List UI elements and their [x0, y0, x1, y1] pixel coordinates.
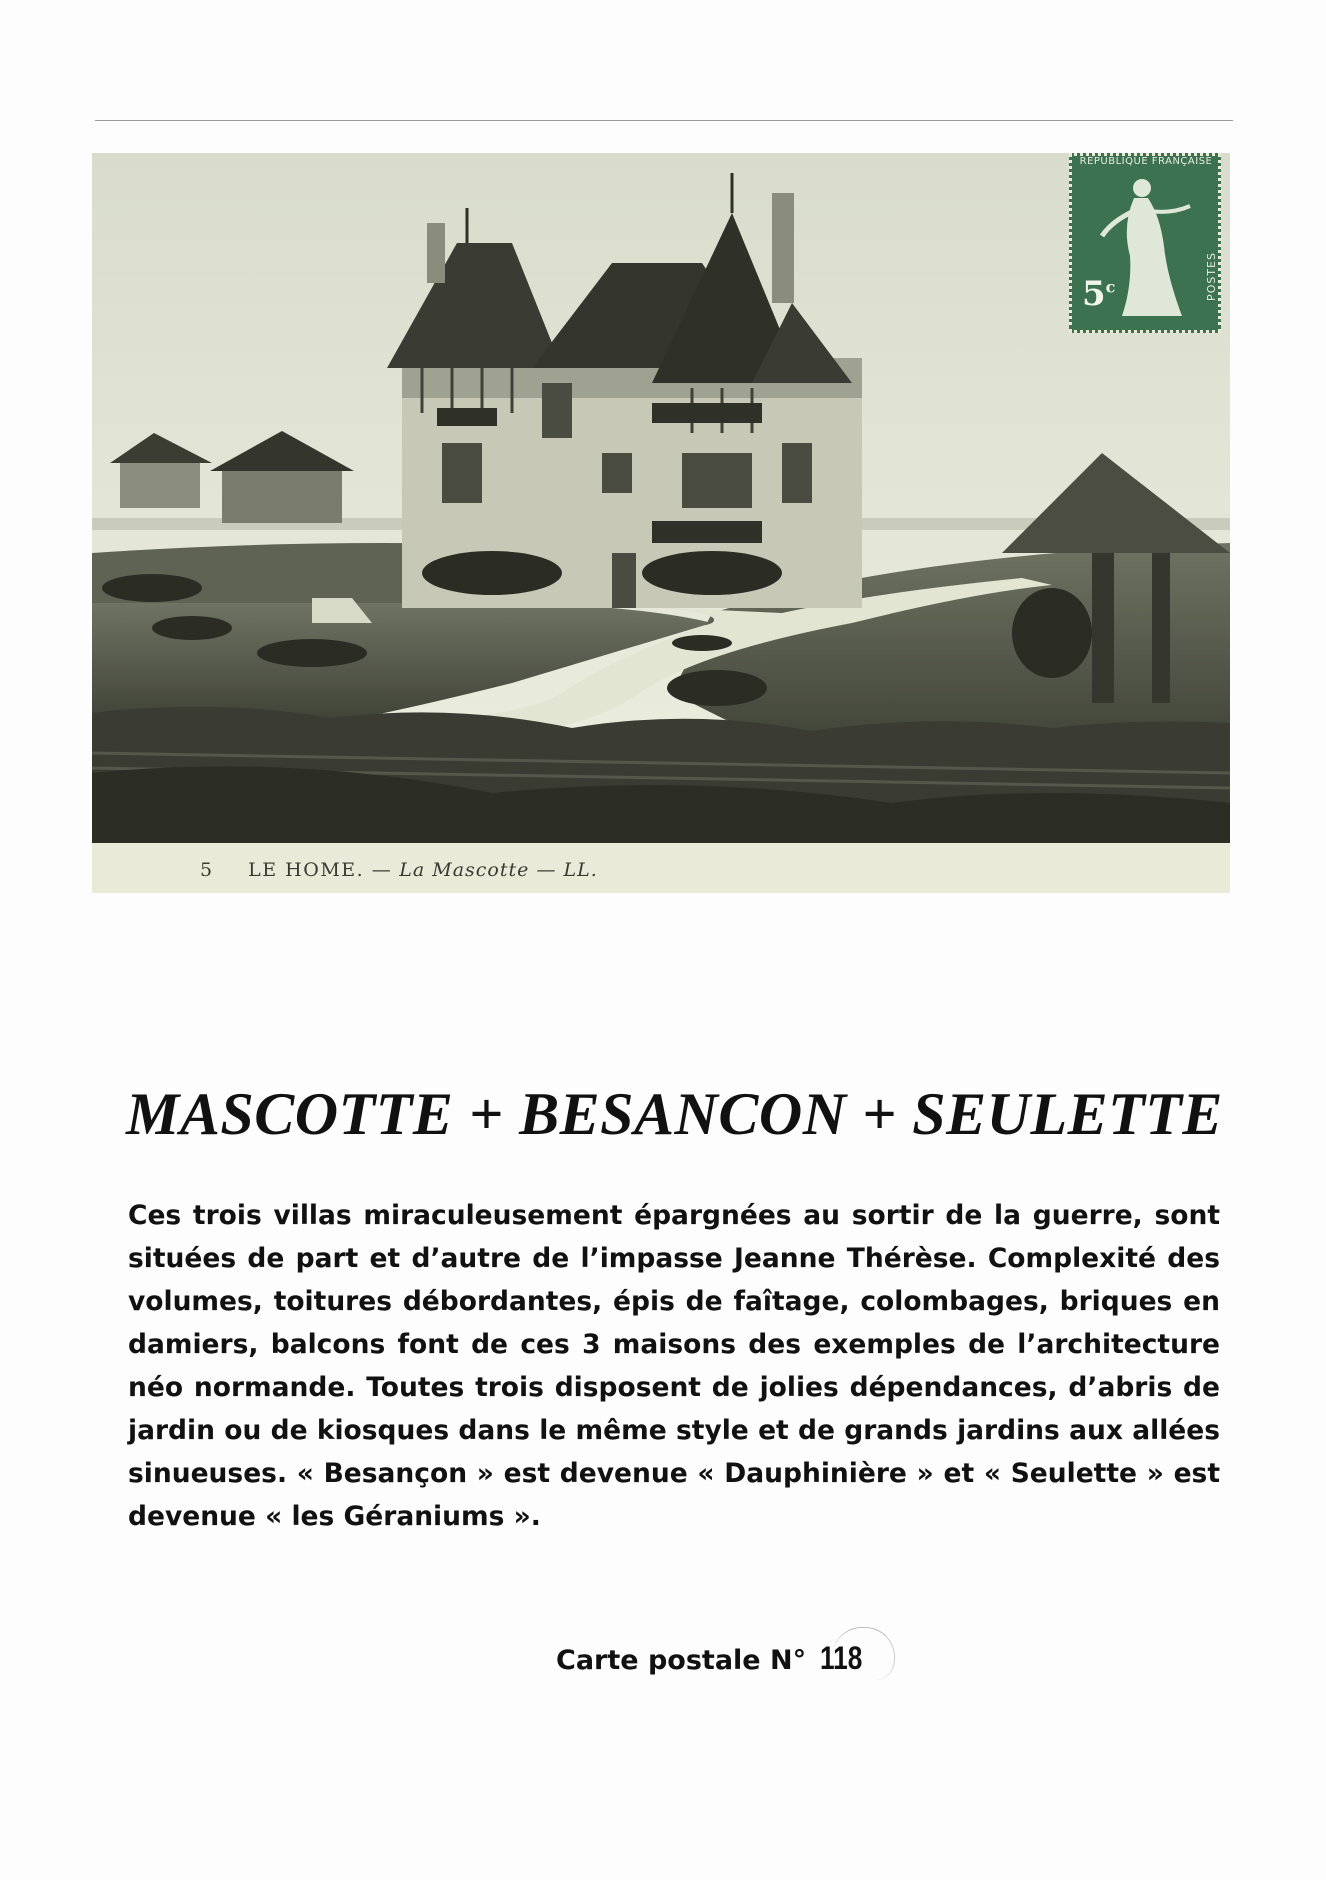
postcard-caption: [200, 859, 598, 881]
stamp-side-label: POSTES: [1205, 252, 1218, 301]
postcard-reference: [556, 1640, 871, 1677]
scan-edge-line: [95, 120, 1233, 121]
caption-villa-name: La Mascotte: [399, 859, 530, 881]
page-title: MASCOTTE + BESANCON + SEULETTE: [126, 1081, 1223, 1147]
villa-photo: [92, 153, 1230, 893]
caption-publisher: — LL.: [536, 859, 598, 881]
postage-stamp: [1069, 153, 1221, 333]
postcard-label: Carte postale N°: [556, 1645, 807, 1676]
caption-place: LE HOME. —: [248, 859, 393, 881]
postcard-photo: [92, 153, 1230, 893]
description-paragraph: Ces trois villas miraculeusement épargnées au sortir de la guerre, sont situées de part et d’autre de l’impasse Jeanne Thérèse. Complexité des volumes, toitures débordantes, épis de faîtage, colombages, briques en damiers, balcons font de ces 3 maisons des exemples de l’architecture néo normande. Toutes trois disposent de jolies dépendances, d’abris de jardin ou de kiosques dans le même style et de grands jardins aux allées sinueuses. « Besançon » est devenue « Dauphinière » et « Seulette » est devenue « les Géraniums ».: [128, 1200, 1220, 1532]
postcard-number: 118: [819, 1640, 862, 1676]
stamp-value: 5$^c$: [1082, 274, 1116, 314]
caption-number: 5: [200, 859, 214, 881]
number-circle-mark: [832, 1627, 895, 1680]
stamp-header: RÉPUBLIQUE FRANÇAISE: [1079, 156, 1213, 167]
